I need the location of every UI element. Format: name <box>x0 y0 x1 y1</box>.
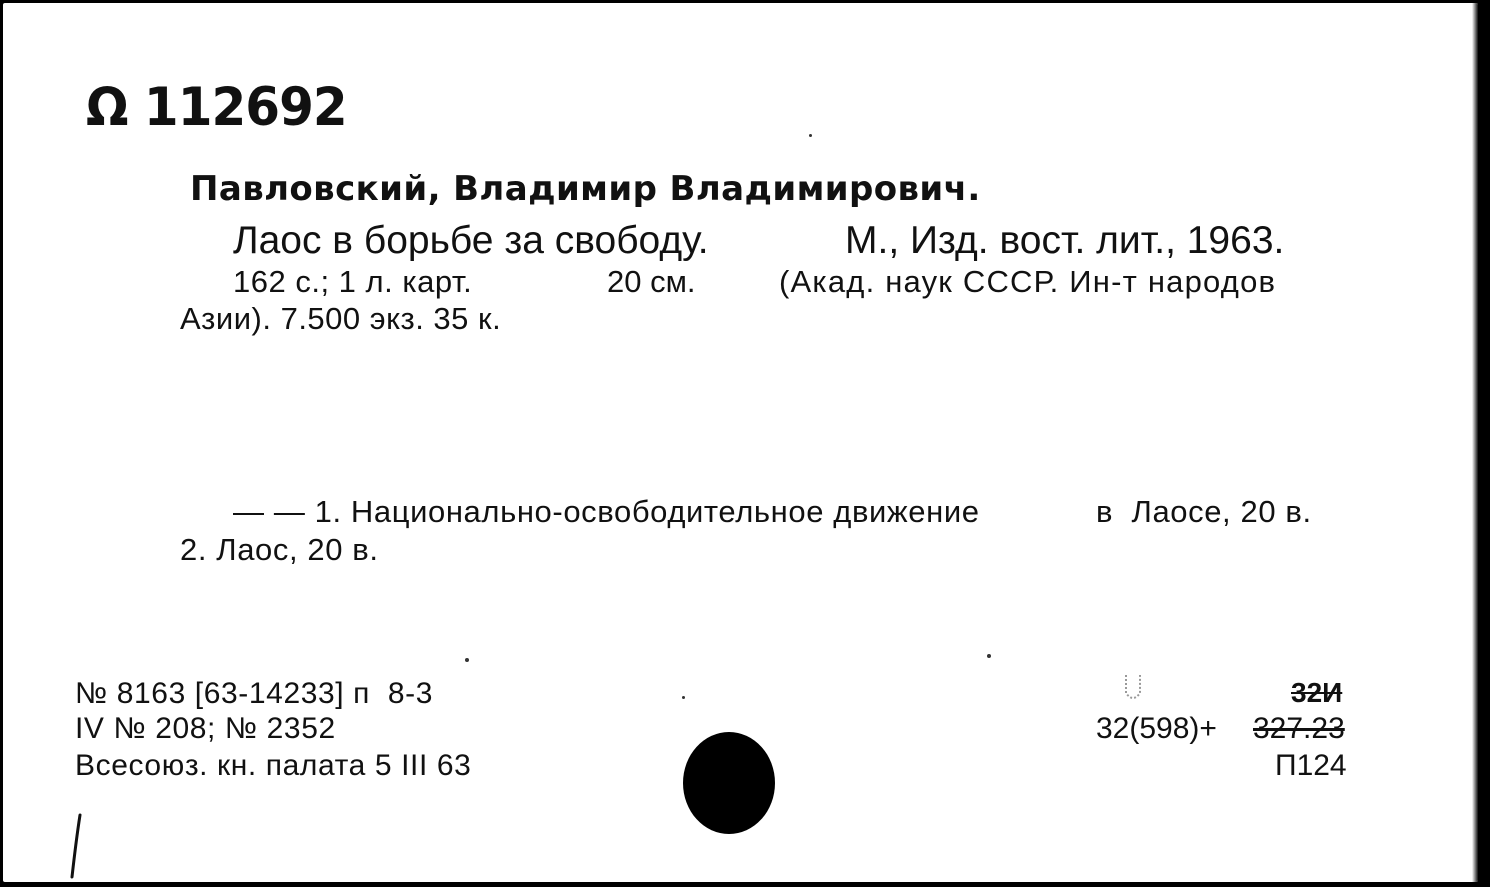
subject-heading-2: 2. Лаос, 20 в. <box>180 532 379 567</box>
series-note-line-1: (Акад. наук СССР. Ин-т народов <box>779 264 1277 299</box>
dust-speck <box>987 654 991 658</box>
issuing-chamber: Всесоюз. кн. палата 5 III 63 <box>75 749 472 782</box>
book-title: Лаос в борьбе за свободу. <box>233 219 709 262</box>
dust-speck <box>809 134 812 137</box>
punch-hole <box>683 732 775 834</box>
series-note-line-2: Азии). 7.500 экз. 35 к. <box>180 301 502 336</box>
subject-heading-1-continued: в Лаосе, 20 в. <box>1096 494 1312 529</box>
classification-code: 32(598)+ <box>1096 712 1217 745</box>
faint-stamp-mark <box>1121 671 1145 707</box>
publication-info: М., Изд. вост. лит., 1963. <box>845 219 1285 262</box>
author-name: Павловский, Владимир Владимирович. <box>190 169 981 209</box>
classification-code-struck: 327.23 <box>1253 712 1345 745</box>
pencil-stroke-mark <box>66 811 126 881</box>
dust-speck <box>682 696 685 699</box>
author-mark: П124 <box>1275 749 1347 782</box>
catalog-card <box>3 3 1478 882</box>
subject-heading-1: — — 1. Национально-освободительное движение <box>233 494 980 529</box>
call-number: Ω 112692 <box>86 76 347 138</box>
registration-secondary: IV № 208; № 2352 <box>75 712 336 745</box>
physical-pages: 162 с.; 1 л. карт. <box>233 264 473 299</box>
classification-struck: 32И <box>1291 677 1343 708</box>
physical-size: 20 см. <box>607 264 696 299</box>
registration-number: № 8163 [63-14233] п 8-3 <box>75 677 434 710</box>
dust-speck <box>465 658 469 662</box>
